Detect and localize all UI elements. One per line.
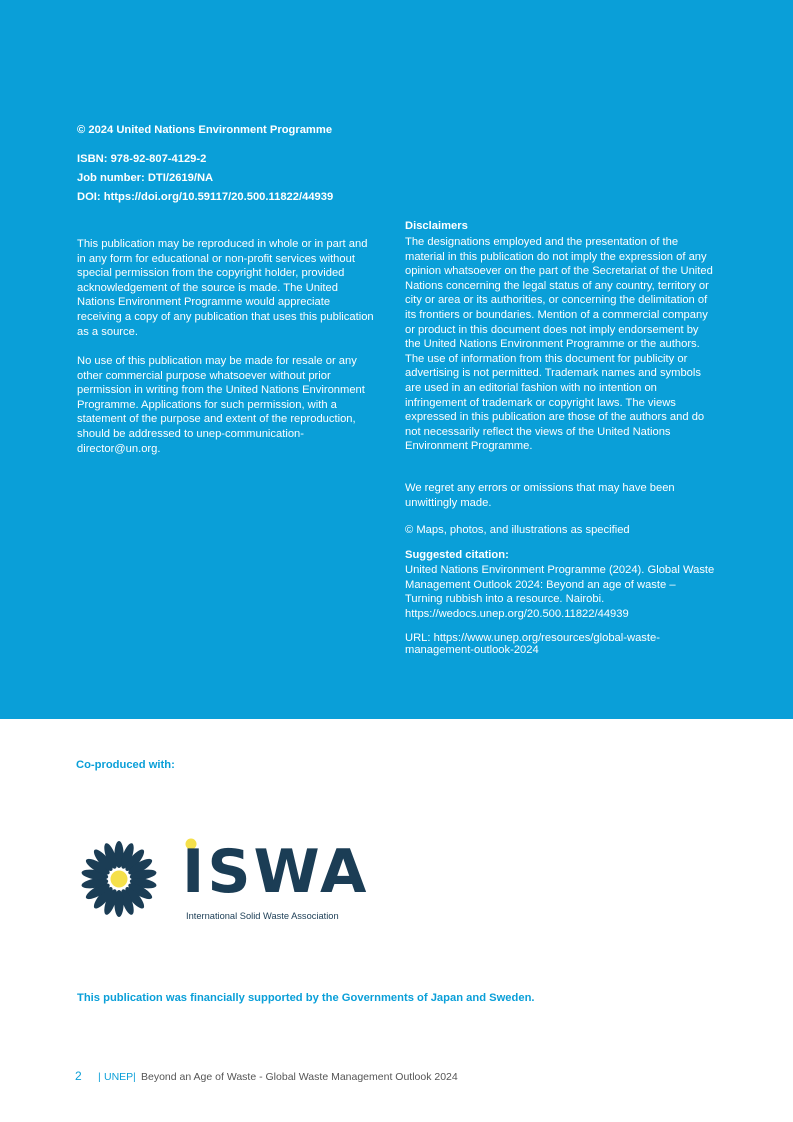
disclaimers-text: The designations employed and the presentation of the material in this publication do not imply the expression of any opinion whatsoever on the part of the Secretariat of the United Nations concerning the legal status of any country, territory or city or area or its authorities, or concerning the delimitation of its frontiers or boundaries. Mention of a commercial company or product in this document does not imply endorsement by the United Nations Environment Programme or the authors. The use of information from this document for publicity or advertising is not permitted. Trademark names and symbols are used in an editorial fashion with no intention on infringement of trademark or copyright laws. The views expressed in this publication are those of the authors and do not necessarily reflect the views of the United Nations Environment Programme. (405, 236, 713, 453)
citation-heading: Suggested citation: (405, 549, 509, 561)
isbn-line: ISBN: 978-92-807-4129-2 (77, 153, 207, 165)
iswa-wordmark: ISWA (182, 837, 370, 907)
footer-publication-title: Beyond an Age of Waste - Global Waste Management Outlook 2024 (141, 1071, 458, 1083)
resale-paragraph: No use of this publication may be made for resale or any other commercial purpose whatsoever without prior permission in writing from the United Nations Environment Programme. Applications for such permission, with a statement of the purpose and extent of the reproduction, should be addressed to unep-communication-director@un.org. (77, 355, 365, 455)
citation-text: United Nations Environment Programme (2024). Global Waste Management Outlook 2024: Beyond an age of waste – Turning rubbish into a resource. Nairobi. https://wedocs.unep.org/20.500.11822/44939 (405, 564, 715, 620)
job-number-line: Job number: DTI/2619/NA (77, 172, 214, 184)
page-number: 2 (75, 1069, 82, 1083)
iswa-flower-logo-icon (72, 832, 166, 926)
funding-statement: This publication was financially supported by the Governments of Japan and Sweden. (77, 992, 535, 1004)
regret-text: We regret any errors or omissions that may have been unwittingly made. (405, 482, 675, 509)
coproduced-label: Co-produced with: (76, 759, 175, 771)
maps-credit-text: © Maps, photos, and illustrations as specified (405, 524, 630, 536)
footer-separator-left: | (98, 1071, 101, 1083)
iswa-tagline: International Solid Waste Association (186, 911, 339, 921)
reproduction-paragraph: This publication may be reproduced in whole or in part and in any form for educational or non-profit services without special permission from the copyright holder, provided acknowledgement of the source is made. The United Nations Environment Programme would appreciate receiving a copy of any publication that uses this publication as a source. (77, 238, 374, 338)
footer-separator-right: | (133, 1071, 136, 1083)
url-text: URL: https://www.unep.org/resources/global-waste-management-outlook-2024 (405, 632, 660, 656)
doi-line: DOI: https://doi.org/10.59117/20.500.11822/44939 (77, 191, 334, 203)
footer-org: UNEP (104, 1071, 134, 1083)
copyright-line: © 2024 United Nations Environment Programme (77, 124, 333, 136)
disclaimers-heading: Disclaimers (405, 220, 468, 232)
